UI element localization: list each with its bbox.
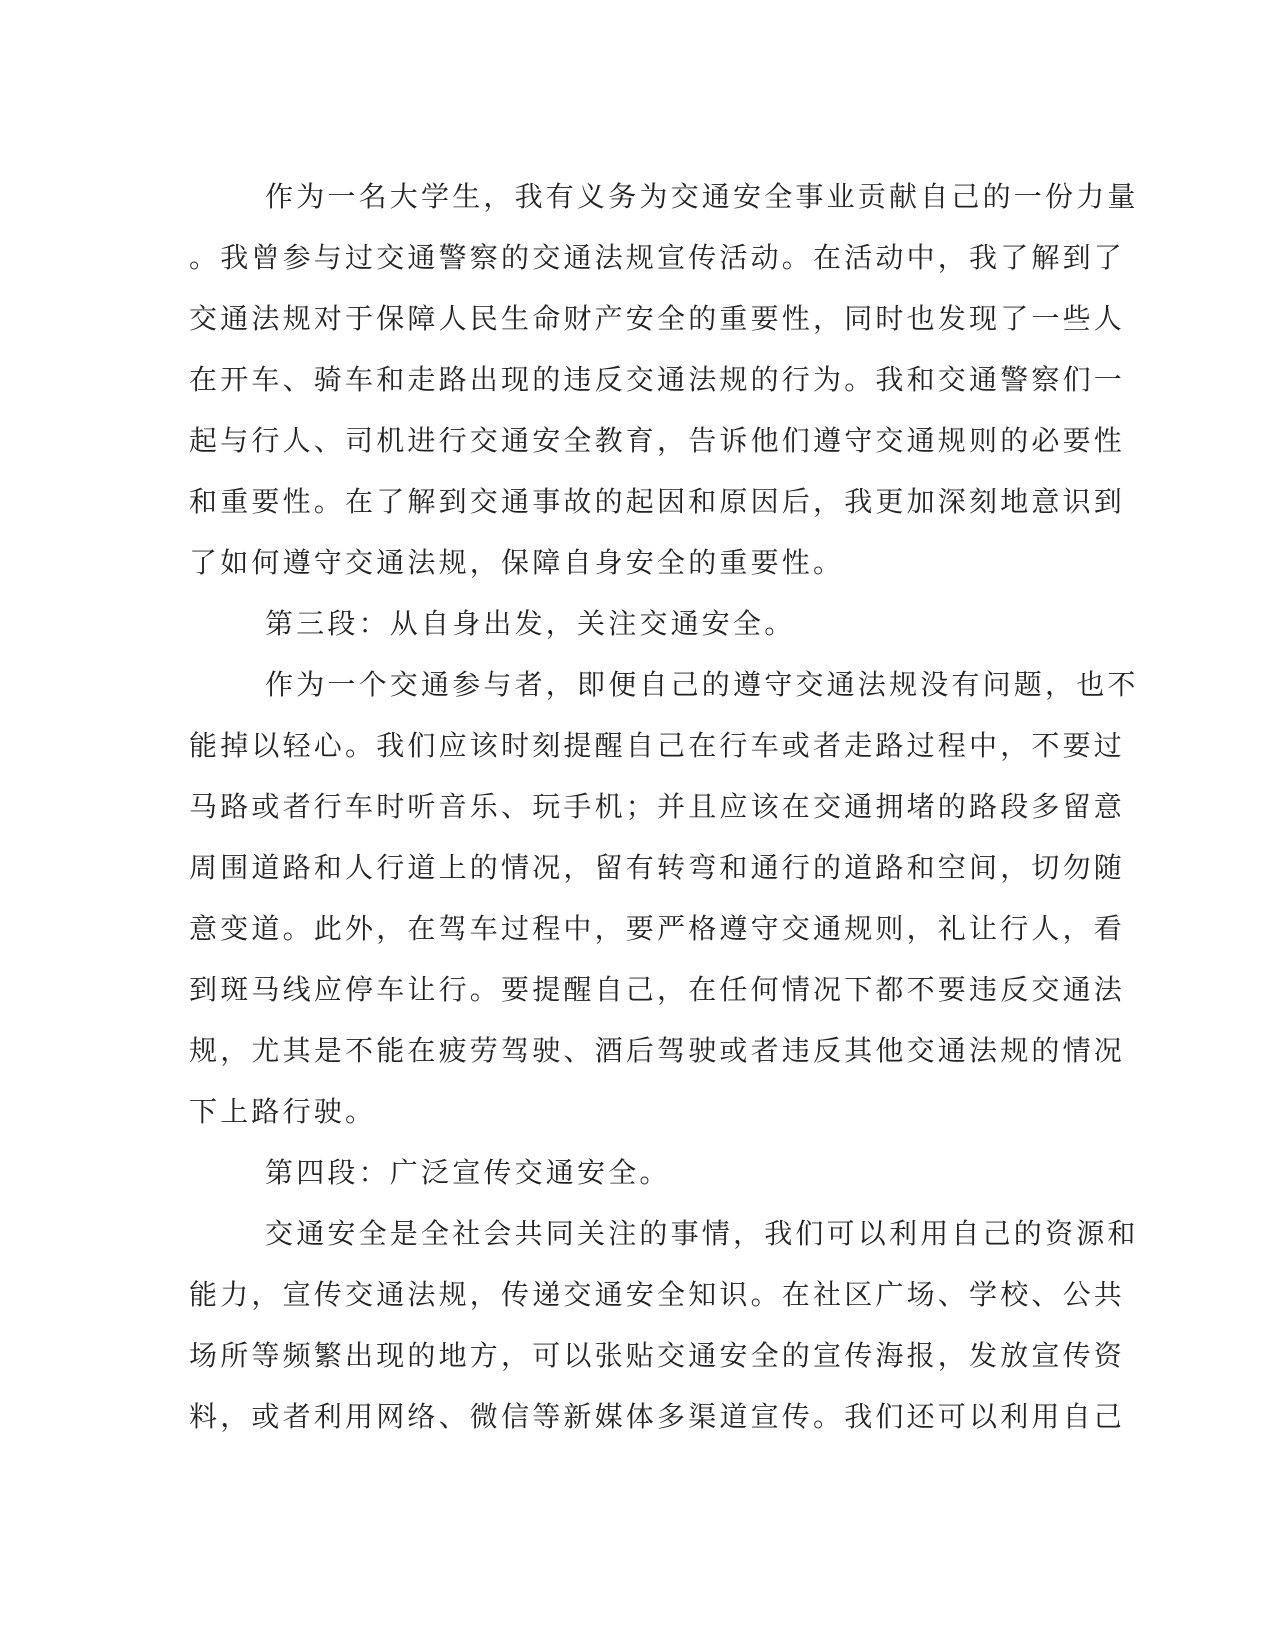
paragraph-line: 作为一个交通参与者，即便自己的遵守交通法规没有问题，也不 [265,668,1139,701]
paragraph-line: 。我曾参与过交通警察的交通法规宣传活动。在活动中，我了解到了 [189,241,1126,274]
document-body [189,166,1139,1447]
paragraph-line: 在开车、骑车和走路出现的违反交通法规的行为。我和交通警察们一 [189,363,1126,396]
paragraph-line: 料，或者利用网络、微信等新媒体多渠道宣传。我们还可以利用自己 [189,1400,1126,1433]
section-heading: 第四段：广泛宣传交通安全。 [265,1156,671,1189]
paragraph-line: 规，尤其是不能在疲劳驾驶、酒后驾驶或者违反其他交通法规的情况 [189,1034,1126,1067]
paragraph-line: 马路或者行车时听音乐、玩手机；并且应该在交通拥堵的路段多留意 [189,790,1126,823]
paragraph-line: 了如何遵守交通法规，保障自身安全的重要性。 [189,546,845,579]
paragraph-line: 作为一名大学生，我有义务为交通安全事业贡献自己的一份力量 [265,180,1139,213]
section-heading: 第三段：从自身出发，关注交通安全。 [265,607,796,640]
paragraph-line: 场所等频繁出现的地方，可以张贴交通安全的宣传海报，发放宣传资 [189,1339,1126,1372]
paragraph-line: 交通法规对于保障人民生命财产安全的重要性，同时也发现了一些人 [189,302,1126,335]
paragraph-line: 能力，宣传交通法规，传递交通安全知识。在社区广场、学校、公共 [189,1278,1126,1311]
paragraph-line: 意变道。此外，在驾车过程中，要严格遵守交通规则，礼让行人，看 [189,912,1126,945]
paragraph-line: 起与行人、司机进行交通安全教育，告诉他们遵守交通规则的必要性 [189,424,1126,457]
paragraph-line: 下上路行驶。 [189,1095,377,1128]
paragraph-line: 和重要性。在了解到交通事故的起因和原因后，我更加深刻地意识到 [189,485,1126,518]
paragraph-line: 能掉以轻心。我们应该时刻提醒自己在行车或者走路过程中，不要过 [189,729,1126,762]
paragraph-line: 到斑马线应停车让行。要提醒自己，在任何情况下都不要违反交通法 [189,973,1126,1006]
paragraph-line: 周围道路和人行道上的情况，留有转弯和通行的道路和空间，切勿随 [189,851,1126,884]
paragraph-line: 交通安全是全社会共同关注的事情，我们可以利用自己的资源和 [265,1217,1139,1250]
